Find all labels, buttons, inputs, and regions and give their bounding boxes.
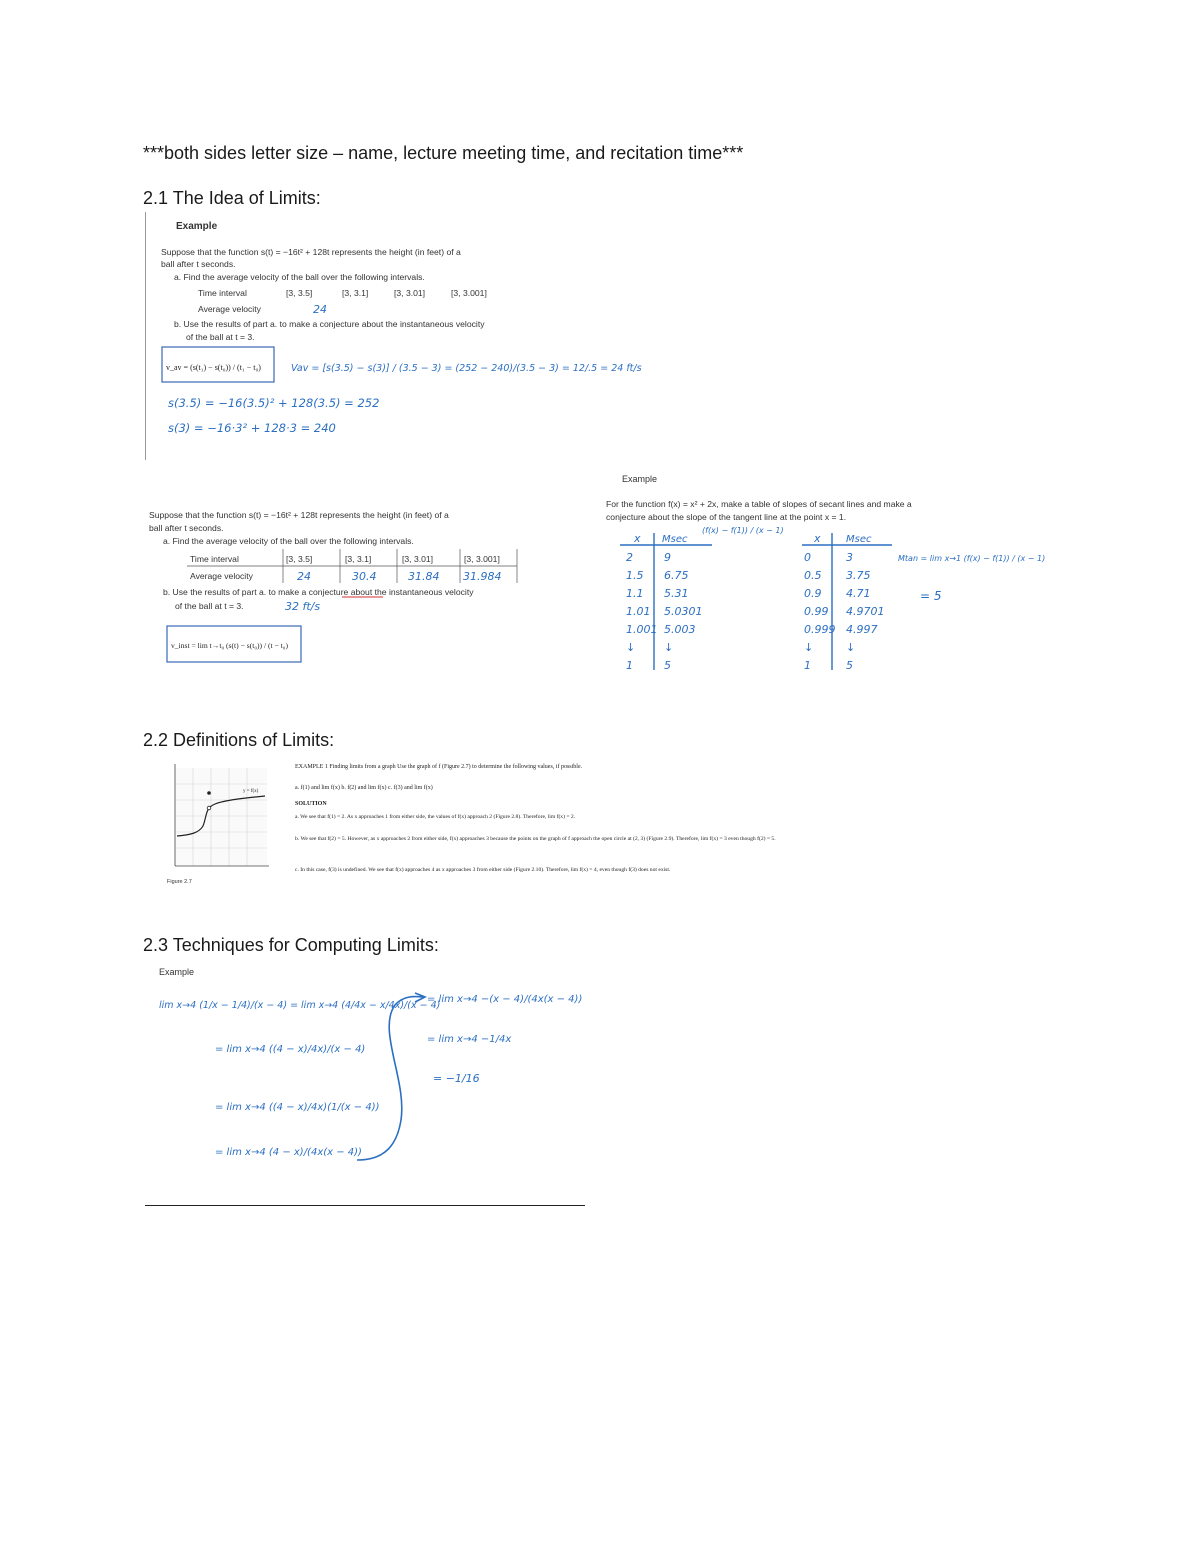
example-statement-line1: For the function f(x) = x² + 2x, make a table of slopes of secant lines and make a <box>606 499 912 509</box>
handwritten-velocity: 24 <box>313 303 327 316</box>
handwritten-velocity: 31.984 <box>463 570 502 583</box>
average-velocity-label: Average velocity <box>190 571 253 581</box>
table-cell-x: 1.001 <box>626 623 658 636</box>
arrow-connector <box>357 997 423 1160</box>
table-head-msec: Msec <box>846 534 872 545</box>
table-cell-msec: 5.31 <box>664 587 689 600</box>
table-cell-msec: 5.0301 <box>664 605 703 618</box>
table-cell-x: 2 <box>626 551 633 564</box>
table-cell-x: 0.5 <box>804 569 822 582</box>
table-cell-x: 1 <box>804 659 811 672</box>
table-cell-x: 1.01 <box>626 605 651 618</box>
table-head-x: x <box>814 532 821 545</box>
section-heading-definitions-of-limits: 2.2 Definitions of Limits: <box>143 730 335 750</box>
end-divider-line <box>145 1205 585 1206</box>
handwritten-velocity: 30.4 <box>352 570 377 583</box>
example-part-b-line2: of the ball at t = 3. <box>175 601 244 611</box>
section-heading-idea-of-limits: 2.1 The Idea of Limits: <box>143 188 321 208</box>
handwritten-conjecture: 32 ft/s <box>285 600 321 613</box>
boxed-formula: v_inst = lim t→t₀ (s(t) − s(t₀)) / (t − t₀) <box>171 641 288 650</box>
example-part-b: b. Use the results of part a. to make a conjecture about the instantaneous velocity <box>163 587 474 597</box>
interval-cell: [3, 3.5] <box>286 554 313 564</box>
table-cell-x: 0.99 <box>804 605 829 618</box>
handwritten-s3: s(3) = −16·3² + 128·3 = 240 <box>168 421 336 435</box>
left-table-rows <box>626 551 703 672</box>
example-statement-line1: Suppose that the function s(t) = −16t² + 128t represents the height (in feet) of a <box>149 510 449 520</box>
handwritten-msec-formula: (f(x) − f(1)) / (x − 1) <box>702 526 784 535</box>
table-cell-x: 0 <box>804 551 811 564</box>
interval-cell: [3, 3.01] <box>402 554 434 564</box>
example-part-a: a. Find the average velocity of the ball over the following intervals. <box>163 536 414 546</box>
interval-cell: [3, 3.1] <box>342 288 369 298</box>
handwritten-velocity: 24 <box>297 570 311 583</box>
table-cell-msec: 3 <box>846 551 853 564</box>
handwritten-step: = lim x→4 −1/4x <box>427 1034 512 1045</box>
table-head-msec: Msec <box>662 534 688 545</box>
table-cell-x: 0.9 <box>804 587 822 600</box>
table-cell-msec: 4.997 <box>846 623 878 636</box>
table-cell-x: 1.5 <box>626 569 644 582</box>
table-cell-msec: 5 <box>664 659 671 672</box>
handwritten-step: = lim x→4 ((4 − x)/4x)/(x − 4) <box>215 1044 366 1055</box>
table-cell-x: ↓ <box>626 641 636 654</box>
handwritten-vav-computation: Vav = [s(3.5) − s(3)] / (3.5 − 3) = (252 − 240)/(3.5 − 3) = 12/.5 = 24 ft/s <box>291 363 642 374</box>
handwritten-step: = lim x→4 −(x − 4)/(4x(x − 4)) <box>427 994 583 1005</box>
time-interval-label: Time interval <box>190 554 239 564</box>
example-instantaneous-velocity-image <box>145 486 585 701</box>
interval-cell: [3, 3.01] <box>394 288 426 298</box>
table-cell-msec: 5 <box>846 659 853 672</box>
right-table-rows <box>804 551 885 672</box>
handwritten-result: = −1/16 <box>433 1072 480 1085</box>
example-limits-from-graph-image <box>165 758 776 890</box>
interval-cell: [3, 3.5] <box>286 288 313 298</box>
table-cell-x: 1 <box>626 659 633 672</box>
example-title: Example <box>159 967 195 977</box>
table-head-x: x <box>634 532 641 545</box>
time-interval-label: Time interval <box>198 288 247 298</box>
table-cell-msec: 9 <box>664 551 671 564</box>
example-part-b-line2: of the ball at t = 3. <box>186 332 255 342</box>
handwritten-tangent-slope: = 5 <box>920 589 942 603</box>
example-statement-line2: ball after t seconds. <box>149 523 224 533</box>
example-statement-line2: ball after t seconds. <box>161 259 236 269</box>
example-parts: a. f(1) and lim f(x) b. f(2) and lim f(x) c. f(3) and lim f(x) <box>295 785 433 791</box>
interval-cell: [3, 3.1] <box>345 554 372 564</box>
table-cell-msec: 3.75 <box>846 569 871 582</box>
boxed-formula: v_av = (s(t₁) − s(t₀)) / (t₁ − t₀) <box>166 363 261 372</box>
table-cell-msec: 5.003 <box>664 623 696 636</box>
example-part-b: b. Use the results of part a. to make a conjecture about the instantaneous velocity <box>174 319 485 329</box>
section-heading-techniques-for-computing-limits: 2.3 Techniques for Computing Limits: <box>143 935 439 955</box>
interval-cell: [3, 3.001] <box>464 554 500 564</box>
solution-label: SOLUTION <box>295 801 327 807</box>
handwritten-velocity: 31.84 <box>408 570 440 583</box>
table-cell-msec: 4.9701 <box>846 605 885 618</box>
solution-part-a: a. We see that f(1) = 2. As x approaches 1 from either side, the values of f(x) approach 2 (Figure 2.8). Therefore, lim f(x) = 2. <box>295 814 576 820</box>
interval-cell: [3, 3.001] <box>451 288 487 298</box>
solution-part-c: c. In this case, f(3) is undefined. We see that f(x) approaches 4 as x approaches 3 from either side (Figure 2.10). Therefore, lim f(x) = 4, even though f(3) does not exist. <box>295 867 671 873</box>
handwritten-s35: s(3.5) = −16(3.5)² + 128(3.5) = 252 <box>168 396 380 410</box>
handwritten-step: lim x→4 (1/x − 1/4)/(x − 4) = lim x→4 (4/4x − x/4x)/(x − 4) <box>159 1000 441 1011</box>
table-cell-msec: 4.71 <box>846 587 871 600</box>
example-computing-limit-image <box>145 960 585 1195</box>
table-cell-x: 1.1 <box>626 587 644 600</box>
example-part-a: a. Find the average velocity of the ball over the following intervals. <box>174 272 425 282</box>
figure-caption: Figure 2.7 <box>167 879 192 885</box>
example-statement-line1: Suppose that the function s(t) = −16t² + 128t represents the height (in feet) of a <box>161 247 461 257</box>
curve-label: y = f(x) <box>243 789 259 794</box>
table-cell-msec: ↓ <box>846 641 856 654</box>
handwritten-mtan-formula: Mtan = lim x→1 (f(x) − f(1)) / (x − 1) <box>898 554 1046 563</box>
solution-part-b: b. We see that f(2) = 5. However, as x approaches 2 from either side, f(x) approaches 3 because the points on the graph of f approach the open circle at (2, 3) (Figure 2.9). Therefore, lim f(x) = 3 even though f(2) = 5. <box>295 836 776 842</box>
handwritten-step: = lim x→4 ((4 − x)/4x)(1/(x − 4)) <box>215 1102 380 1113</box>
example-header: EXAMPLE 1 Finding limits from a graph Use the graph of f (Figure 2.7) to determine the following values, if possible. <box>295 764 583 770</box>
table-cell-msec: 6.75 <box>664 569 689 582</box>
example-title: Example <box>622 474 658 484</box>
table-cell-x: 0.999 <box>804 623 836 636</box>
table-cell-x: ↓ <box>804 641 814 654</box>
average-velocity-label: Average velocity <box>198 304 261 314</box>
example-average-velocity-image <box>145 212 642 460</box>
handwritten-step: = lim x→4 (4 − x)/(4x(x − 4)) <box>215 1147 362 1158</box>
table-cell-msec: ↓ <box>664 641 674 654</box>
header-note: ***both sides letter size – name, lecture meeting time, and recitation time*** <box>143 143 744 163</box>
example-statement-line2: conjecture about the slope of the tangent line at the point x = 1. <box>606 512 847 522</box>
example-secant-slopes-image <box>592 465 1046 700</box>
graph-figure <box>167 764 269 885</box>
example-title: Example <box>176 221 218 232</box>
